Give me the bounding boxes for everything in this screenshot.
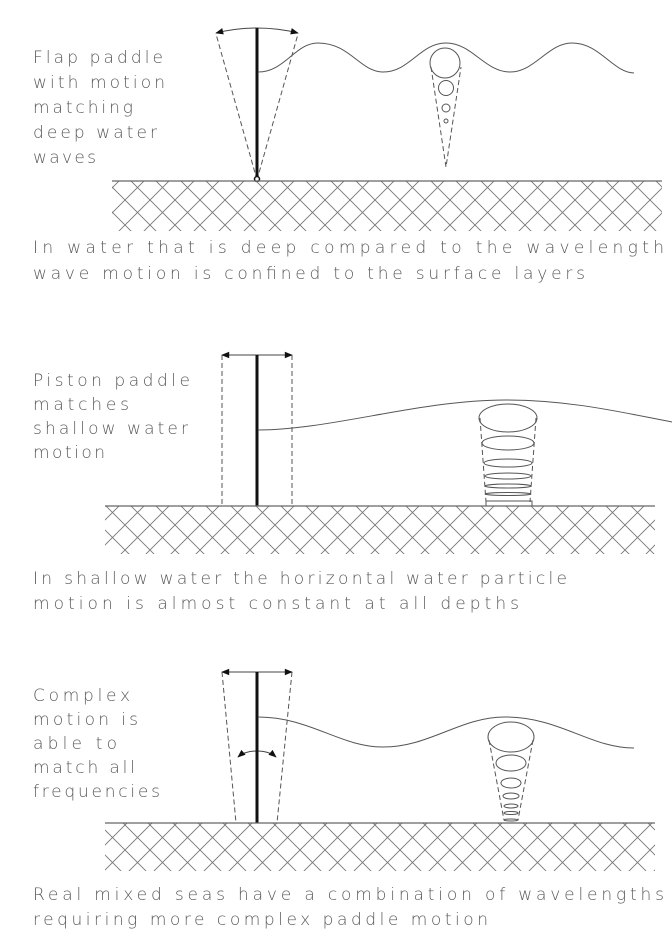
complex-label <box>33 686 160 802</box>
flap-label <box>33 48 165 168</box>
label-line: Flap paddle <box>33 48 163 68</box>
label-line: motion <box>33 443 105 463</box>
label-line: deep water <box>33 123 157 143</box>
seabed-hatch <box>105 506 655 554</box>
flap-arc-arrow <box>216 28 257 33</box>
caption-line: requiring more complex paddle motion <box>33 910 488 930</box>
caption-line: Real mixed seas have a combination of wavelengths <box>33 885 664 905</box>
label-line: waves <box>33 148 96 168</box>
mixed-orbits <box>488 722 534 821</box>
deep-wave-surface <box>258 43 634 73</box>
flap-swing-left <box>216 34 257 180</box>
label-line: Piston paddle <box>33 371 190 391</box>
flap-caption <box>33 238 664 284</box>
label-line: shallow water <box>33 419 188 439</box>
label-line: with motion <box>33 73 165 93</box>
label-line: able to <box>33 734 117 754</box>
label-line: Complex <box>33 686 130 706</box>
label-line: matching <box>33 98 133 118</box>
complex-rotation-arrow-right <box>257 751 276 757</box>
label-line: frequencies <box>33 782 160 802</box>
panel-complex <box>105 672 655 871</box>
label-line: match all <box>33 758 135 778</box>
mixed-wave-surface <box>258 717 634 748</box>
shallow-wave-surface <box>258 400 672 430</box>
complex-caption <box>33 885 664 930</box>
complex-rotation-arrow-left <box>238 751 257 757</box>
complex-stroke-left <box>222 672 236 823</box>
seabed-hatch <box>105 823 655 871</box>
caption-line: In water that is deep compared to the wavelength <box>33 238 665 258</box>
piston-caption <box>33 569 567 614</box>
label-line: motion is <box>33 710 138 730</box>
panel-flap <box>112 28 662 231</box>
deep-orbits <box>430 48 461 167</box>
caption-line: motion is almost constant at all depths <box>33 594 519 614</box>
caption-line: wave motion is confined to the surface layers <box>33 264 586 284</box>
caption-line: In shallow water the horizontal water particle <box>33 569 567 589</box>
shallow-orbits <box>479 404 537 506</box>
label-line: matches <box>33 395 129 415</box>
piston-label <box>33 371 190 463</box>
seabed-hatch <box>112 181 662 231</box>
complex-stroke-right <box>277 672 292 823</box>
flap-arc-arrow <box>257 28 298 33</box>
panel-piston <box>105 355 672 554</box>
